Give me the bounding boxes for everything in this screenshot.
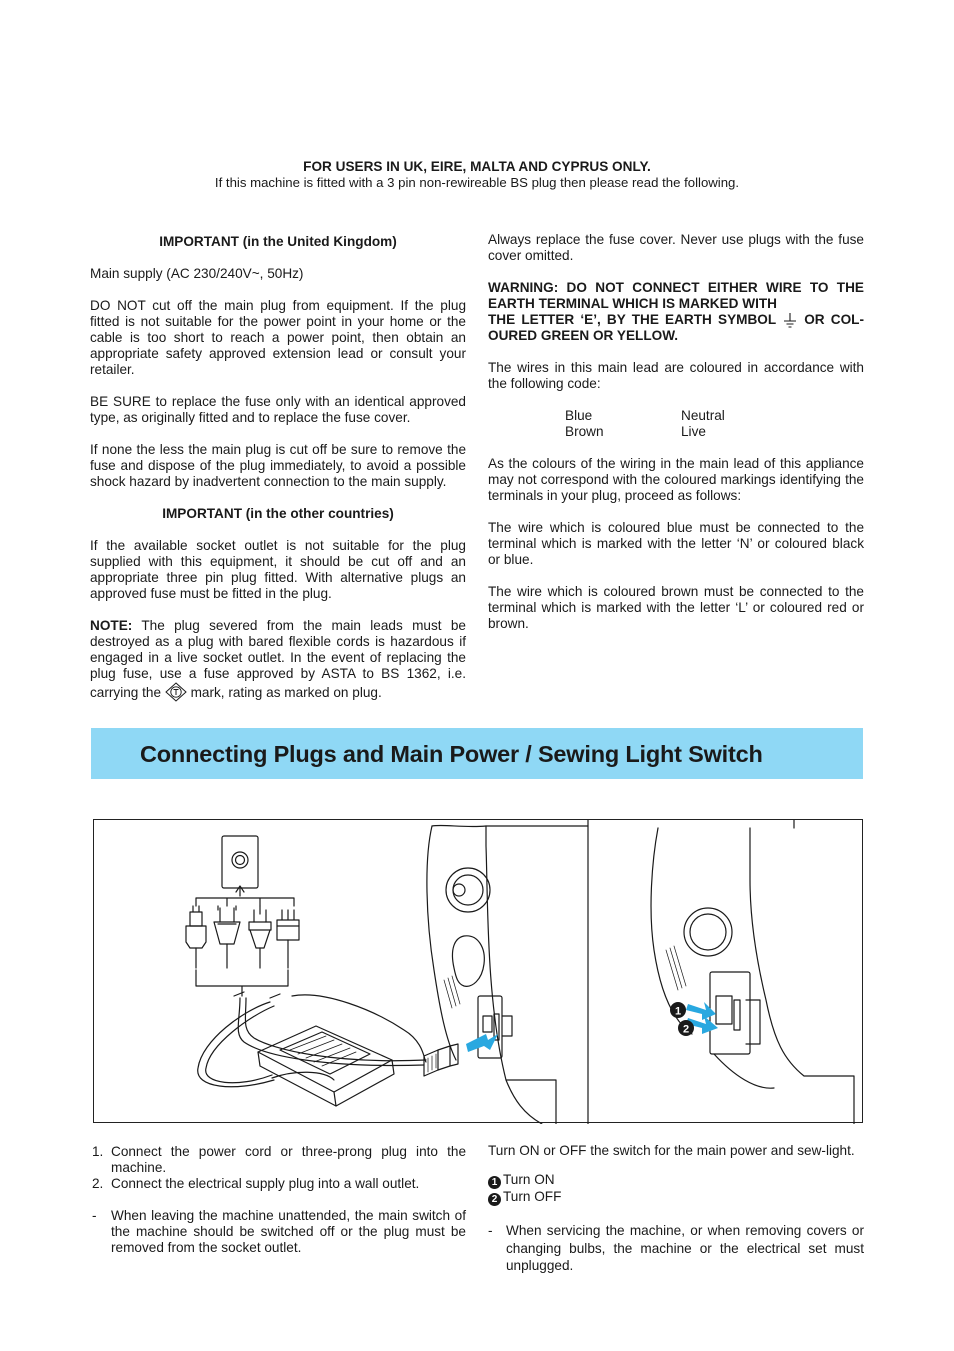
step-text: Connect the electrical supply plug into a wall outlet. [111,1176,420,1191]
switch-instructions [488,1143,864,1275]
uk-notice-subtitle: If this machine is fitted with a 3 pin non-rewireable BS plug then please read the following. [214,175,740,190]
do-not-cut-text: DO NOT cut off the main plug from equipment. If the plug fitted is not suitable for the power point in your home or the cable is too short to reach a power point, then obtain an appropriate safety approved extension lead or consult your retailer. [90,298,466,377]
as-colours-text: As the colours of the wiring in the main lead of this appliance may not correspond with the coloured markings identifying the terminals in your plug, proceed as follows: [488,456,864,503]
section-heading-bar [91,728,863,779]
callout-1-label: 1 [674,1005,682,1018]
unattended-text: When leaving the machine unattended, the main switch of the machine should be switched off or the plug must be removed from the socket outlet. [111,1208,466,1255]
turn-on-item [488,1172,864,1189]
turn-on-number: 1 [488,1176,501,1189]
section-title: Connecting Plugs and Main Power / Sewing Light Switch [140,741,763,767]
wall-socket-icon [222,836,258,896]
earth-symbol-icon [782,312,798,328]
turn-off-number: 2 [488,1193,501,1206]
foot-controller-icon [258,1026,394,1106]
plug-bracket-bottom [196,970,288,996]
if-none-text: If none the less the main plug is cut off be sure to remove the fuse and dispose of the plug immediately, to avoid a possible shock hazard by inadvertent connection to the main supply. [90,442,466,489]
wire-code-row [565,424,725,440]
plug-type-flat-icon [186,906,206,968]
wire-colour: Brown [565,424,604,439]
uk-notice-header [90,159,864,191]
illustration-drawing [94,820,864,1124]
dash-marker: - [488,1223,493,1238]
sewing-machine-side-icon [427,825,588,1124]
fuse-cover-text: Always replace the fuse cover. Never use plugs with the fuse cover omitted. [488,232,864,263]
turn-on-arrow [686,1002,716,1020]
note-label: NOTE: [90,618,133,633]
callout-1 [670,1002,686,1018]
callout-2-label: 2 [682,1023,690,1036]
uk-notice-title: FOR USERS IN UK, EIRE, MALTA AND CYPRUS ONLY. [303,159,651,174]
warning-line-b [488,312,864,344]
brown-wire-text: The wire which is coloured brown must be connected to the terminal which is marked with the letter ‘L’ or coloured red or brown. [488,584,864,631]
servicing-warning [488,1222,864,1275]
wires-intro-text: The wires in this main lead are coloured in accordance with the following code: [488,360,864,391]
step-item [90,1144,466,1176]
blue-wire-text: The wire which is coloured blue must be connected to the terminal which is marked with the letter ‘N’ or coloured black or blue. [488,520,864,567]
step-number: 1. [92,1144,104,1159]
heading-other-countries: IMPORTANT (in the other countries) [162,506,394,521]
unattended-warning [90,1208,466,1256]
plug-type-bs-icon [277,910,299,968]
warning-line-a: WARNING: DO NOT CONNECT EITHER WIRE TO THE EARTH TERMINAL WHICH IS MARKED WITH [488,280,864,311]
note-paragraph [90,618,466,702]
left-column [90,234,466,718]
plug-type-euro-icon [214,906,240,968]
plug-type-schuko-icon [249,906,271,968]
note-text-b: mark, rating as marked on plug. [186,685,382,700]
callout-2 [678,1020,694,1036]
step-number: 2. [92,1176,104,1191]
connect-steps-list [90,1144,466,1192]
servicing-text: When servicing the machine, or when removing covers or changing bulbs, the machine or the electrical set must unplugged. [506,1223,864,1273]
wire-colour: Blue [565,408,593,423]
turn-switch-text: Turn ON or OFF the switch for the main power and sew-light. [488,1143,855,1158]
wire-meaning: Neutral [681,408,725,423]
dash-marker: - [92,1208,97,1223]
turn-off-label: Turn OFF [503,1189,562,1204]
sewing-machine-switch-closeup-icon [651,820,854,1124]
warning-text-b: THE LETTER ‘E’, BY THE EARTH SYMBOL [488,312,783,327]
wire-code-table [565,408,725,440]
machine-connector-plug-icon [424,1044,458,1076]
insertion-arrow [466,1034,498,1052]
note-text-a: The plug severed from the main leads must be destroyed as a plug with bared flexible cords is hazardous if engaged in a live socket outlet. In the event of replacing the plug fuse, use a fuse approved by ASTA to BS 1362, i.e. carrying the [90,618,466,700]
right-column [488,232,864,648]
connect-instructions [90,1144,466,1256]
main-supply-text: Main supply (AC 230/240V~, 50Hz) [90,266,304,281]
bsi-kitemark-icon [165,682,187,702]
turn-off-item [488,1189,864,1206]
warning-text-c: OR COL- OURED GREEN OR YELLOW. [488,312,864,343]
wire-code-row [565,408,725,424]
other-countries-text: If the available socket outlet is not suitable for the plug supplied with this equipment, it should be cut off and an appropriate three pin plug fitted. With alternative plugs an approved fuse must be fitted in the plug. [90,538,466,601]
heading-uk: IMPORTANT (in the United Kingdom) [159,234,397,249]
step-text: Connect the power cord or three-prong plug into the machine. [111,1144,466,1175]
plug-bracket [196,898,294,906]
connection-illustration [93,819,863,1123]
turn-on-label: Turn ON [503,1172,555,1187]
power-cord [198,992,426,1087]
be-sure-text: BE SURE to replace the fuse only with an identical approved type, as originally fitted and to replace the fuse cover. [90,394,466,425]
wire-meaning: Live [681,424,706,439]
step-item [90,1176,466,1192]
warning-paragraph [488,280,864,344]
